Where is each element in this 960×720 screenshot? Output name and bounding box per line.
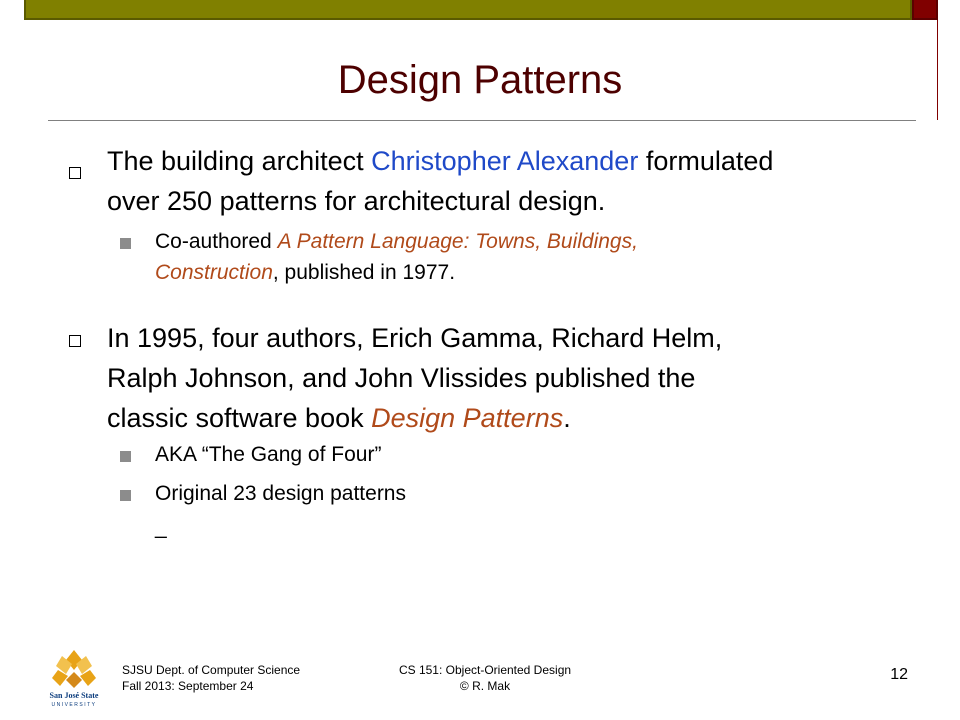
sub-bullet-dot-icon bbox=[120, 490, 131, 501]
footer-org-line1: SJSU Dept. of Computer Science bbox=[122, 663, 301, 677]
sjsu-emblem-icon bbox=[52, 650, 96, 688]
bullet-1-text-a: The building architect bbox=[107, 146, 372, 176]
sub-1-1-prefix: Co-authored bbox=[155, 230, 278, 253]
title-divider bbox=[48, 120, 916, 121]
bullet-1-text-b: formulated bbox=[638, 146, 774, 176]
logo-wordmark: San José State bbox=[49, 691, 99, 700]
square-bullet-icon bbox=[69, 167, 81, 179]
sub-bullet-dot-icon bbox=[120, 451, 131, 462]
sub-bullet-2-trailing: _ bbox=[155, 516, 167, 539]
slide-title: Design Patterns bbox=[337, 58, 623, 102]
top-decor-corner bbox=[912, 0, 938, 20]
bullet-2-book-title: Design Patterns bbox=[371, 403, 564, 433]
top-decor-band bbox=[24, 0, 912, 20]
footer-course bbox=[380, 662, 590, 694]
bullet-1 bbox=[107, 141, 907, 221]
bullet-2 bbox=[107, 318, 907, 438]
sub-bullet-dot-icon bbox=[120, 238, 131, 249]
square-bullet-icon bbox=[69, 335, 81, 347]
bullet-1-person: Christopher Alexander bbox=[371, 146, 639, 176]
footer-org bbox=[122, 662, 300, 694]
sub-bullet-1-1 bbox=[155, 226, 855, 288]
logo-subword: UNIVERSITY bbox=[51, 702, 97, 708]
bullet-2-line2: Ralph Johnson, and John Vlissides published the bbox=[107, 363, 696, 393]
sub-1-1-book-title-b: Construction bbox=[155, 261, 273, 284]
sub-1-1-book-title-a: A Pattern Language: Towns, Buildings, bbox=[277, 230, 638, 253]
bullet-2-line1: In 1995, four authors, Erich Gamma, Richard Helm, bbox=[107, 323, 723, 353]
footer-org-line2: Fall 2013: September 24 bbox=[122, 679, 254, 693]
footer-course-line2: © R. Mak bbox=[459, 679, 511, 693]
bullet-1-line2: over 250 patterns for architectural design. bbox=[107, 186, 606, 216]
sub-bullet-2-2: Original 23 design patterns bbox=[155, 482, 406, 505]
bullet-2-line3-prefix: classic software book bbox=[107, 403, 372, 433]
sjsu-logo bbox=[44, 648, 104, 708]
page-number: 12 bbox=[890, 666, 908, 683]
sub-1-1-suffix: , published in 1977. bbox=[272, 261, 456, 284]
sub-bullet-2-1: AKA “The Gang of Four” bbox=[155, 443, 382, 466]
footer-course-line1: CS 151: Object-Oriented Design bbox=[398, 663, 572, 677]
bullet-2-line3-suffix: . bbox=[563, 403, 571, 433]
